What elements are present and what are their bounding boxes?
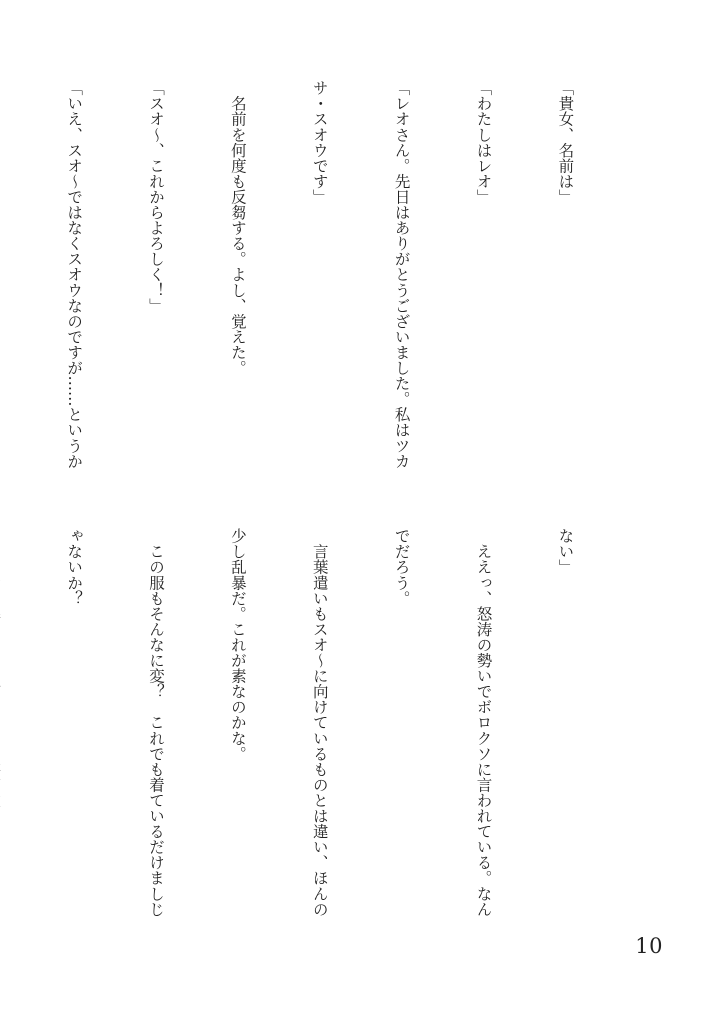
text-line: ない」: [556, 528, 575, 575]
text-block-lower: [65, 528, 633, 946]
text-line: 言葉遣いもスオ〜に向けているものとは違い、ほんの: [310, 528, 329, 917]
text-line: 名前を何度も反芻する。よし、覚えた。: [228, 80, 247, 376]
text-line: でだろう。: [392, 528, 411, 606]
text-block-upper: [65, 80, 633, 507]
text-line: ええっ、怒涛の勢いでボロクソに言われている。なん: [474, 528, 493, 917]
text-line: 「貴女、名前は」: [556, 80, 575, 205]
text-line: [0, 528, 5, 946]
text-line: 「わたしはレオ」: [474, 80, 493, 205]
text-line: 少し乱暴だ。これが素なのかな。: [228, 528, 247, 762]
text-line: [0, 80, 5, 507]
page-number: 10: [635, 934, 663, 958]
text-line: この服もそんなに変？ これでも着ているだけましじ: [146, 528, 165, 917]
text-line: サ・スオウです」: [310, 80, 329, 205]
text-line: 「いえ、スオ〜ではなくスオウなのですが……というか: [65, 80, 84, 469]
text-line: 「レオさん。先日はありがとうございました。私はツカ: [392, 80, 411, 469]
text-line: 「スオ〜、これからよろしく！」: [146, 80, 165, 314]
text-line: ゃないか？: [65, 528, 84, 606]
